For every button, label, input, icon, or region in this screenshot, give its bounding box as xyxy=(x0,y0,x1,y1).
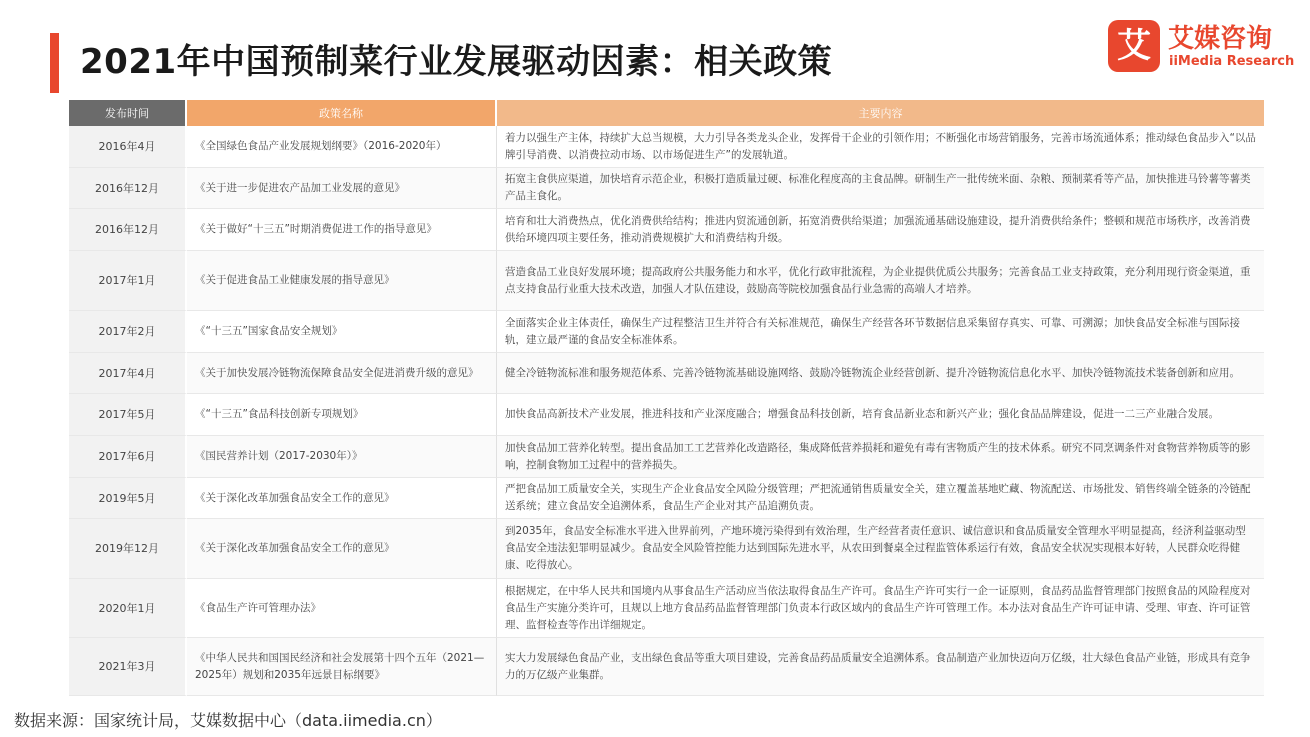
table-row xyxy=(69,209,1264,251)
row-content: 全面落实企业主体责任，确保生产过程整洁卫生并符合有关标准规范，确保生产经营各环节数据信息采集留存真实、可靠、可溯源；加快食品安全标准与国际接轨，建立最严谨的食品安全标准体系。 xyxy=(497,311,1264,353)
row-content: 营造食品工业良好发展环境；提高政府公共服务能力和水平，优化行政审批流程，为企业提供优质公共服务；完善食品工业支持政策，充分利用现行资金渠道，重点支持食品行业重大技术改造，加强人才队伍建设，鼓励高等院校加强食品行业急需的高端人才培养。 xyxy=(497,251,1264,311)
row-policy-name: 《关于进一步促进农产品加工业发展的意见》 xyxy=(187,168,497,209)
table-row xyxy=(69,436,1264,478)
row-content: 培育和壮大消费热点，优化消费供给结构；推进内贸流通创新，拓宽消费供给渠道；加强流通基础设施建设，提升消费供给条件；整顿和规范市场秩序，改善消费供给环境四项主要任务，推动消费规模扩大和消费结构升级。 xyxy=(497,209,1264,251)
row-policy-name: 《关于做好“十三五”时期消费促进工作的指导意见》 xyxy=(187,209,497,251)
header-policy-name: 政策名称 xyxy=(187,100,497,126)
table-row xyxy=(69,478,1264,519)
table-row xyxy=(69,311,1264,353)
row-content: 实大力发展绿色食品产业，支出绿色食品等重大项目建设，完善食品药品质量安全追溯体系。食品制造产业加快迈向万亿级，壮大绿色食品产业链，形成具有竞争力的万亿级产业集群。 xyxy=(497,638,1264,696)
row-date: 2016年12月 xyxy=(69,209,187,251)
row-date: 2016年12月 xyxy=(69,168,187,209)
row-content: 根据规定，在中华人民共和国境内从事食品生产活动应当依法取得食品生产许可。食品生产许可实行一企一证原则，食品药品监督管理部门按照食品的风险程度对食品生产实施分类许可，且规以上地方食品药品监督管理部门负责本行政区域内的食品生产许可管理工作。本办法对食品生产许可证申请、受理、审查、许可证管理、监督检查等作出详细规定。 xyxy=(497,579,1264,638)
row-date: 2017年1月 xyxy=(69,251,187,311)
data-source-note: 数据来源：国家统计局，艾媒数据中心（data.iimedia.cn） xyxy=(14,711,442,730)
row-policy-name: 《食品生产许可管理办法》 xyxy=(187,579,497,638)
header-date: 发布时间 xyxy=(69,100,187,126)
row-policy-name: 《关于促进食品工业健康发展的指导意见》 xyxy=(187,251,497,311)
policy-table xyxy=(69,100,1264,696)
row-content: 拓宽主食供应渠道，加快培育示范企业，积极打造质量过硬、标准化程度高的主食品牌。研制生产一批传统米面、杂粮、预制菜肴等产品，加快推进马铃薯等薯类产品主食化。 xyxy=(497,168,1264,209)
table-row xyxy=(69,638,1264,696)
row-date: 2017年2月 xyxy=(69,311,187,353)
row-date: 2017年6月 xyxy=(69,436,187,478)
row-date: 2016年4月 xyxy=(69,126,187,168)
row-policy-name: 《关于加快发展冷链物流保障食品安全促进消费升级的意见》 xyxy=(187,353,497,394)
iimedia-logo xyxy=(1108,18,1298,78)
row-policy-name: 《国民营养计划（2017-2030年）》 xyxy=(187,436,497,478)
row-policy-name: 《“十三五”食品科技创新专项规划》 xyxy=(187,394,497,436)
page-title: 2021年中国预制菜行业发展驱动因素：相关政策 xyxy=(80,42,833,82)
row-content: 健全冷链物流标准和服务规范体系、完善冷链物流基础设施网络、鼓励冷链物流企业经营创新、提升冷链物流信息化水平、加快冷链物流技术装备创新和应用。 xyxy=(497,353,1264,394)
header-content: 主要内容 xyxy=(497,100,1264,126)
table-row xyxy=(69,579,1264,638)
row-content: 着力以强生产主体，持续扩大总当规模，大力引导各类龙头企业，发挥骨干企业的引领作用；不断强化市场营销服务，完善市场流通体系；推动绿色食品步入“以品牌引导消费、以消费拉动市场、以市场促进生产”的发展轨道。 xyxy=(497,126,1264,168)
table-row xyxy=(69,126,1264,168)
row-policy-name: 《关于深化改革加强食品安全工作的意见》 xyxy=(187,519,497,579)
row-policy-name: 《关于深化改革加强食品安全工作的意见》 xyxy=(187,478,497,519)
row-date: 2017年5月 xyxy=(69,394,187,436)
row-policy-name: 《“十三五”国家食品安全规划》 xyxy=(187,311,497,353)
logo-name-en: iiMedia Research xyxy=(1169,54,1295,69)
row-date: 2019年12月 xyxy=(69,519,187,579)
row-content: 到2035年，食品安全标准水平进入世界前列，产地环境污染得到有效治理，生产经营者责任意识、诚信意识和食品质量安全管理水平明显提高，经济利益驱动型食品安全违法犯罪明显减少。食品安全风险管控能力达到国际先进水平，从农田到餐桌全过程监管体系运行有效，食品安全状况实现根本好转，人民群众吃得健康、吃得放心。 xyxy=(497,519,1264,579)
row-content: 加快食品加工营养化转型。提出食品加工工艺营养化改造路径，集成降低营养损耗和避免有毒有害物质产生的技术体系。研究不同烹调条件对食物营养物质等的影响，控制食物加工过程中的营养损失。 xyxy=(497,436,1264,478)
logo-icon: 艾 xyxy=(1108,20,1160,72)
table-row xyxy=(69,168,1264,209)
table-row xyxy=(69,251,1264,311)
row-date: 2021年3月 xyxy=(69,638,187,696)
row-date: 2017年4月 xyxy=(69,353,187,394)
table-row xyxy=(69,394,1264,436)
table-row xyxy=(69,353,1264,394)
logo-name-cn: 艾媒咨询 xyxy=(1168,24,1273,54)
table-row xyxy=(69,519,1264,579)
row-content: 严把食品加工质量安全关，实现生产企业食品安全风险分级管理；严把流通销售质量安全关，建立覆盖基地贮藏、物流配送、市场批发、销售终端全链条的冷链配送系统；建立食品安全追溯体系，食品生产企业对其产品追溯负责。 xyxy=(497,478,1264,519)
row-policy-name: 《中华人民共和国国民经济和社会发展第十四个五年（2021—2025年）规划和2035年远景目标纲要》 xyxy=(187,638,497,696)
row-date: 2019年5月 xyxy=(69,478,187,519)
row-content: 加快食品高新技术产业发展，推进科技和产业深度融合；增强食品科技创新，培育食品新业态和新兴产业；强化食品品牌建设，促进一二三产业融合发展。 xyxy=(497,394,1264,436)
title-accent-bar xyxy=(50,33,59,93)
row-date: 2020年1月 xyxy=(69,579,187,638)
row-policy-name: 《全国绿色食品产业发展规划纲要》（2016-2020年） xyxy=(187,126,497,168)
table-header-row xyxy=(69,100,1264,126)
